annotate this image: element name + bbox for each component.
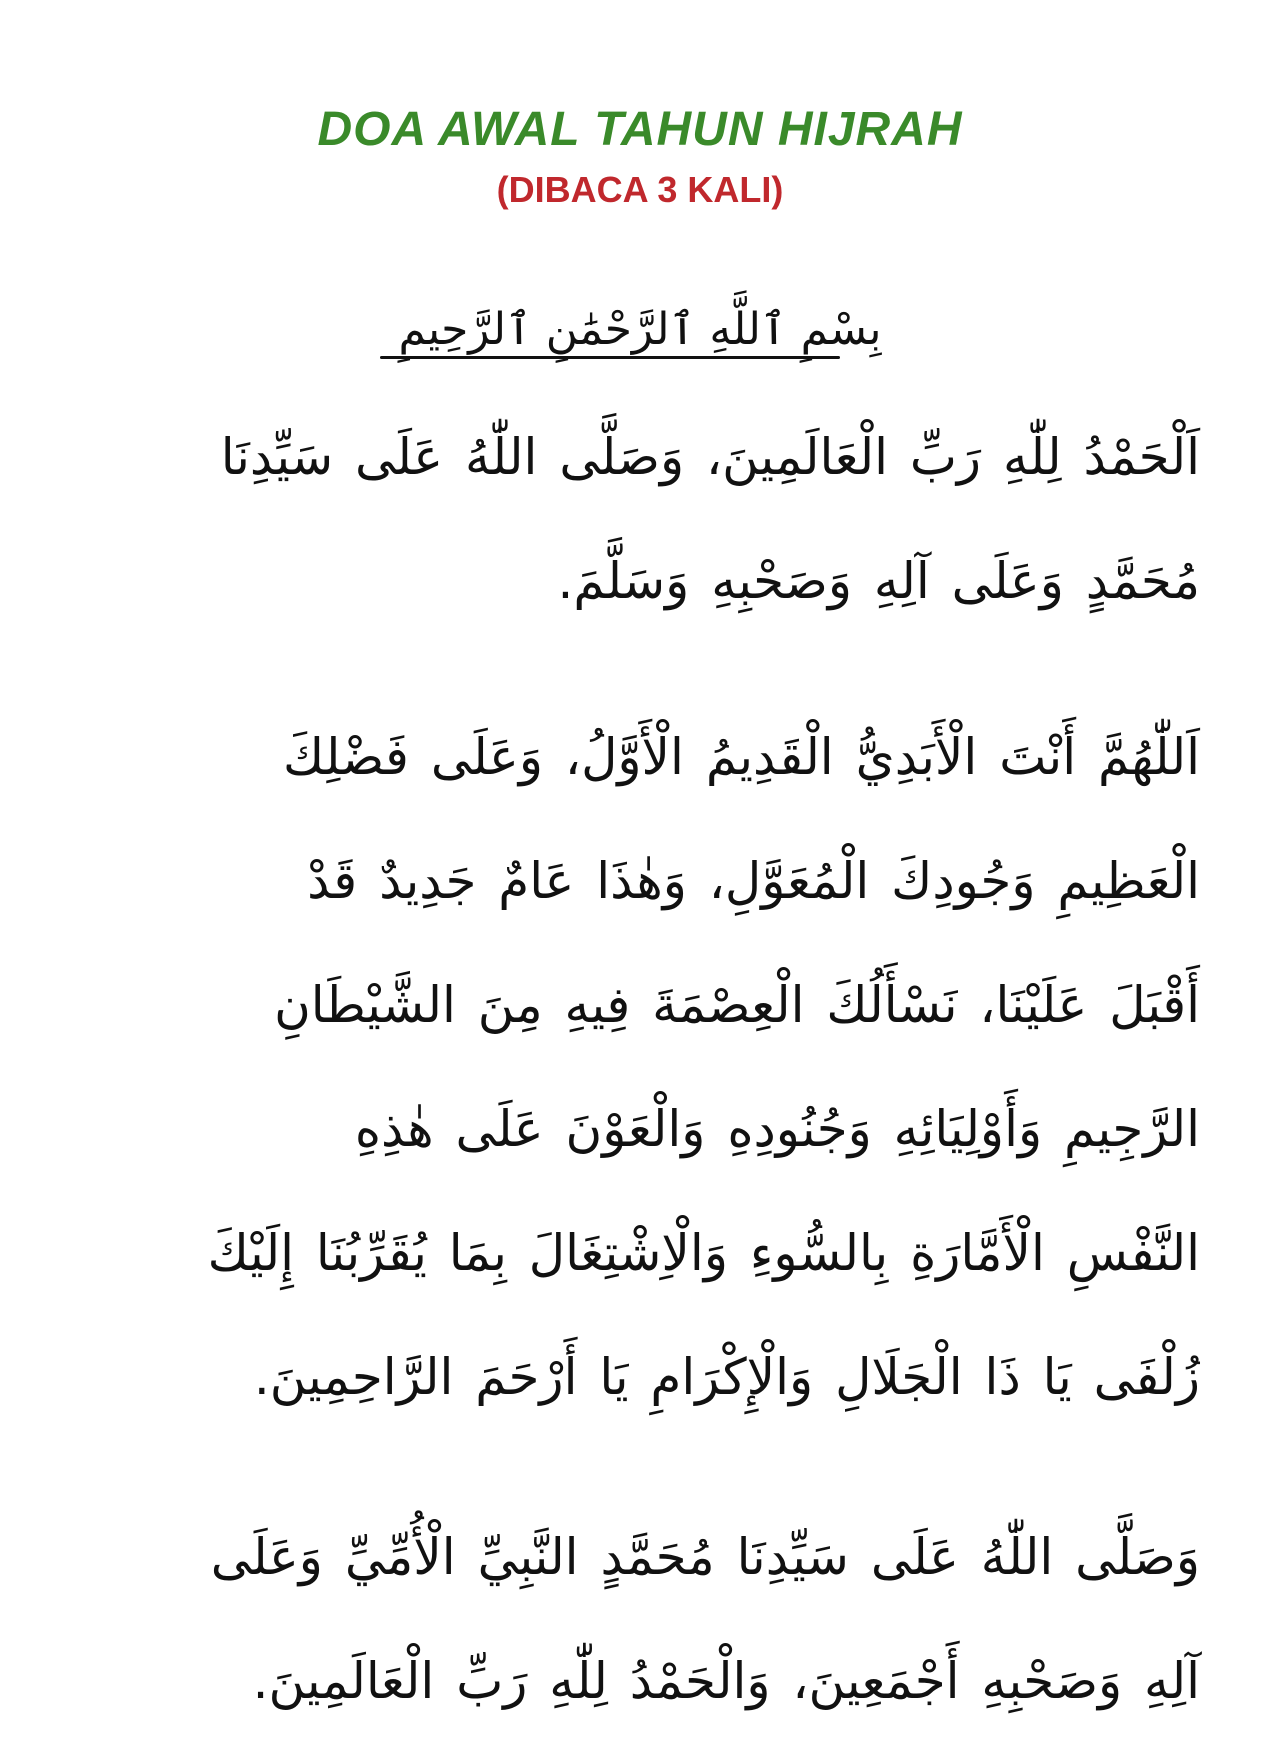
text-line: اَللّٰهُمَّ أَنْتَ الْأَبَدِيُّ الْقَدِيمُ الْأَوَّلُ، وَعَلَى فَضْلِكَ [282, 728, 1200, 786]
text-line: آلِهِ وَصَحْبِهِ أَجْمَعِينَ، وَالْحَمْدُ لِلّٰهِ رَبِّ الْعَالَمِينَ. [252, 1652, 1200, 1710]
text-line: مُحَمَّدٍ وَعَلَى آلِهِ وَصَحْبِهِ وَسَلَّمَ. [557, 552, 1200, 610]
text-line: الرَّجِيمِ وَأَوْلِيَائِهِ وَجُنُودِهِ وَالْعَوْنَ عَلَى هٰذِهِ [354, 1100, 1200, 1158]
basmala-calligraphy: بِسْمِ ٱللَّهِ ٱلرَّحْمَٰنِ ٱلرَّحِيمِ [398, 304, 882, 355]
main-prayer-paragraph [80, 695, 1200, 1439]
page-title: DOA AWAL TAHUN HIJRAH [317, 103, 963, 156]
text-line: أَقْبَلَ عَلَيْنَا، نَسْأَلُكَ الْعِصْمَةَ فِيهِ مِنَ الشَّيْطَانِ [274, 976, 1200, 1034]
basmala-swash-decoration [380, 356, 840, 359]
page-subtitle: (DIBACA 3 KALI) [496, 169, 784, 210]
text-line: زُلْفَى يَا ذَا الْجَلَالِ وَالْإِكْرَامِ يَا أَرْحَمَ الرَّاحِمِينَ. [253, 1348, 1200, 1406]
text-line: وَصَلَّى اللّٰهُ عَلَى سَيِّدِنَا مُحَمَّدٍ النَّبِيِّ الْأُمِّيِّ وَعَلَى [210, 1528, 1200, 1586]
opening-paragraph [80, 395, 1200, 643]
closing-paragraph [80, 1495, 1200, 1743]
text-line: النَّفْسِ الْأَمَّارَةِ بِالسُّوءِ وَالْاِشْتِغَالَ بِمَا يُقَرِّبُنَا إِلَيْكَ [207, 1224, 1200, 1282]
text-line: الْعَظِيمِ وَجُودِكَ الْمُعَوَّلِ، وَهٰذَا عَامٌ جَدِيدٌ قَدْ [307, 852, 1200, 910]
text-line: اَلْحَمْدُ لِلّٰهِ رَبِّ الْعَالَمِينَ، وَصَلَّى اللّٰهُ عَلَى سَيِّدِنَا [220, 428, 1200, 486]
